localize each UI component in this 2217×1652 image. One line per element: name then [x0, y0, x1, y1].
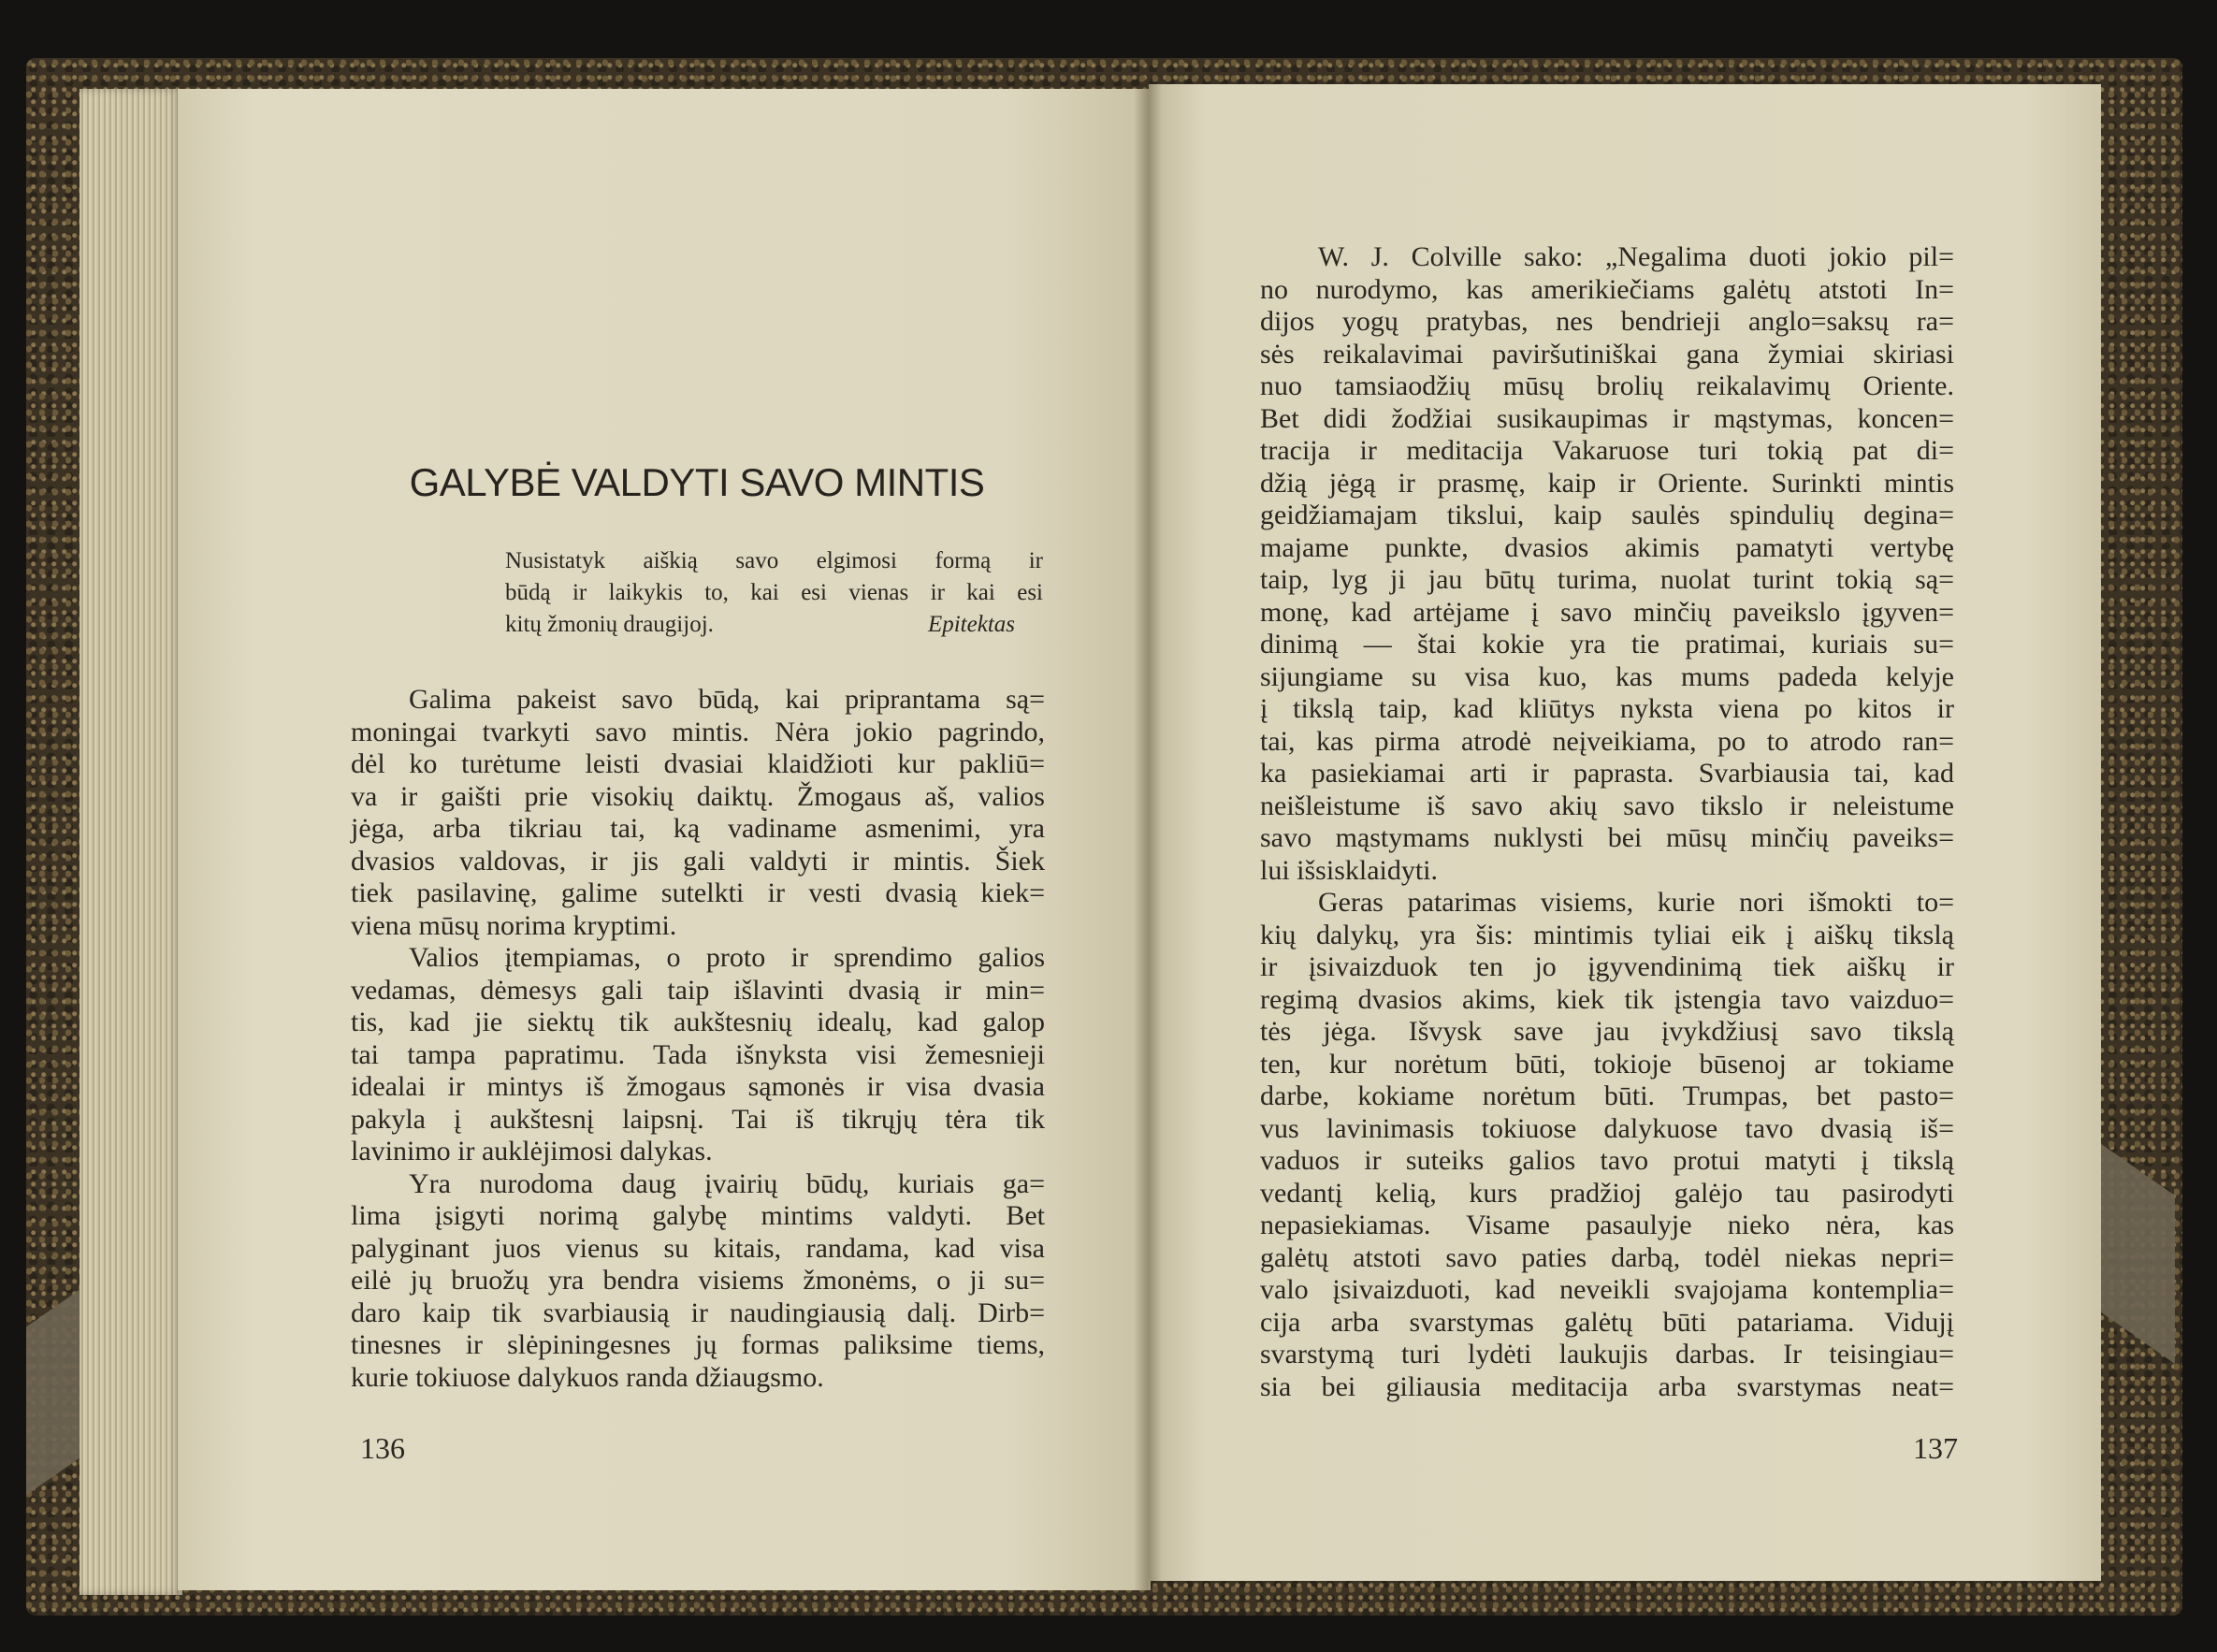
page-number-left: 136	[360, 1431, 405, 1465]
text-line: Valios įtempiamas, o proto ir sprendimo galios	[409, 942, 1045, 973]
text-line: vedantį kelią, kurs pradžioj galėjo tau pasirodyti	[1260, 1177, 1954, 1209]
chapter-title: GALYBĖ VALDYTI SAVO MINTIS	[409, 460, 985, 504]
text-line: ka pasiekiamai arti ir paprasta. Svarbiausia tai, kad	[1260, 758, 1954, 789]
text-line: svarstymą turi lydėti laukujis darbas. Ir teisingiau=	[1260, 1339, 1954, 1369]
text-line: cija arba svarstymas galėtų būti patariama. Vidujį	[1260, 1306, 1954, 1338]
text-line: nuo tamsiaodžių mūsų brolių reikalavimų Oriente.	[1260, 370, 1954, 401]
epigraph-line: kitų žmonių draugijoj.	[505, 612, 714, 637]
page-number-right: 137	[1913, 1431, 1958, 1465]
text-line: Galima pakeist savo būdą, kai priprantama są=	[409, 684, 1045, 715]
text-line: vedamas, dėmesys gali taip išlavinti dvasią ir min=	[351, 974, 1045, 1006]
text-line: ten, kur norėtum būti, tokioje būsenoj ar tokiame	[1260, 1048, 1954, 1080]
epigraph-last-row	[505, 609, 1043, 641]
text-line: vus lavinimasis tokiuose dalykuose tavo dvasią iš=	[1260, 1112, 1954, 1144]
text-line: tinesnes ir slėpiningesnes jų formas paliksime tiems,	[351, 1329, 1045, 1360]
page-edges	[80, 89, 182, 1595]
text-line: monę, kad artėjame į savo minčių paveikslo įgyven=	[1260, 596, 1954, 628]
text-line: galėtų atstoti savo paties darbą, todėl niekas nepri=	[1260, 1241, 1954, 1273]
text-line: jėga, arba tikriau tai, ką vadiname asmenimi, yra	[351, 813, 1045, 844]
text-line: eilė jų bruožų yra bendra visiems žmonėms, o ji su=	[351, 1265, 1045, 1296]
text-line: tės jėga. Išvysk save jau įvykdžiusį savo tikslą	[1260, 1016, 1954, 1047]
epigraph	[505, 545, 1043, 641]
text-line: palyginant juos vienus su kitais, randama, kad visa	[351, 1232, 1045, 1264]
text-line: tai, kas pirma atrodė neįveikiama, po to atrodo ran=	[1260, 725, 1954, 757]
book-gutter	[1134, 84, 1162, 1590]
text-line: regimą dvasios akims, kiek tik įstengia tavo vaizduo=	[1260, 983, 1954, 1015]
text-line: pakyla į aukštesnį laipsnį. Tai iš tikrųjų tėra tik	[351, 1103, 1045, 1135]
text-line: į tikslą taip, kad kliūtys nyksta viena po kitos ir	[1260, 693, 1954, 724]
text-line: va ir gaišti prie visokių daiktų. Žmogaus aš, valios	[351, 780, 1045, 812]
right-body-text	[1260, 241, 1954, 1403]
epigraph-line: būdą ir laikykis to, kai esi vienas ir kai esi	[505, 580, 1043, 605]
text-line: tis, kad jie siektų tik aukštesnių idealų, kad galop	[351, 1007, 1045, 1037]
text-line: savo mąstymams nuklysti bei mūsų minčių paveiks=	[1260, 822, 1954, 853]
text-line: tai tampa papratimu. Tada išnyksta visi žemesnieji	[351, 1038, 1045, 1070]
text-line: taip, lyg ji jau būtų turima, nuolat turint tokią są=	[1260, 564, 1954, 595]
text-line: sijungiame su visa kuo, kas mums padeda kelyje	[1260, 660, 1954, 692]
text-line: sės reikalavimai paviršutiniškai gana žymiai skiriasi	[1260, 338, 1954, 370]
text-line: Yra nurodoma daug įvairių būdų, kuriais ga=	[409, 1167, 1045, 1199]
text-line: no nurodymo, kas amerikiečiams galėtų atstoti In=	[1260, 273, 1954, 305]
text-line: lima įsigyti norimą galybę mintims valdyti. Bet	[351, 1200, 1045, 1231]
text-line: moningai tvarkyti savo mintis. Nėra jokio pagrindo,	[351, 716, 1045, 747]
epigraph-line: Nusistatyk aiškią savo elgimosi formą ir	[505, 548, 1043, 573]
text-line: neišleistume iš savo akių savo tikslo ir neleistume	[1260, 790, 1954, 821]
text-line: viena mūsų norima kryptimi.	[351, 909, 677, 941]
text-line: sia bei giliausia meditacija arba svarstymas neat=	[1260, 1370, 1954, 1402]
text-line: idealai ir mintys iš žmogaus sąmonės ir visa dvasia	[351, 1071, 1045, 1102]
text-line: valo įsivaizduoti, kad neveikli svajojama kontemplia=	[1260, 1274, 1954, 1305]
text-line: majame punkte, dvasios akimis pamatyti vertybę	[1260, 531, 1954, 563]
text-line: geidžiamajam tikslui, kaip saulės spindulių degina=	[1260, 500, 1954, 530]
text-line: kurie tokiuose dalykuos randa džiaugsmo.	[351, 1361, 824, 1393]
text-line: lavinimo ir auklėjimosi dalykas.	[351, 1136, 713, 1167]
text-line: nepasiekiamas. Visame pasaulyje nieko nėra, kas	[1260, 1210, 1954, 1240]
text-line: lui išsisklaidyti.	[1260, 854, 1439, 886]
text-line: vaduos ir suteiks galios tavo protui matyti į tikslą	[1260, 1145, 1954, 1176]
text-line: W. J. Colville sako: „Negalima duoti jokio pil=	[1318, 241, 1954, 272]
text-line: dinimą — štai kokie yra tie pratimai, kuriais su=	[1260, 629, 1954, 659]
text-line: daro kaip tik svarbiausią ir naudingiausią dalį. Dirb=	[351, 1297, 1045, 1328]
text-line: dvasios valdovas, ir jis gali valdyti ir mintis. Šiek	[351, 845, 1045, 877]
text-line: dijos yogų pratybas, nes bendrieji anglo=saksų ra=	[1260, 306, 1954, 337]
epigraph-author: Epitektas	[927, 612, 1015, 637]
text-line: Bet didi žodžiai susikaupimas ir mąstymas, koncen=	[1260, 402, 1954, 434]
text-line: dėl ko turėtume leisti dvasiai klaidžioti kur pakliū=	[351, 748, 1045, 779]
text-line: tracija ir meditacija Vakaruose turi tokią pat di=	[1260, 435, 1954, 466]
left-body-text	[351, 684, 1045, 1394]
text-line: darbe, kokiame norėtum būti. Trumpas, bet pasto=	[1260, 1080, 1954, 1111]
text-line: ir įsivaizduok ten jo įgyvendinimą tiek aiškų ir	[1260, 951, 1954, 982]
text-line: tiek pasilavinę, galime sutelkti ir vesti dvasią kiek=	[351, 877, 1045, 908]
text-line: džią jėgą ir prasmę, kaip ir Oriente. Surinkti mintis	[1260, 467, 1954, 499]
text-line: Geras patarimas visiems, kurie nori išmokti to=	[1318, 887, 1954, 918]
text-line: kių dalykų, yra šis: mintimis tyliai eik į aiškų tikslą	[1260, 919, 1954, 950]
